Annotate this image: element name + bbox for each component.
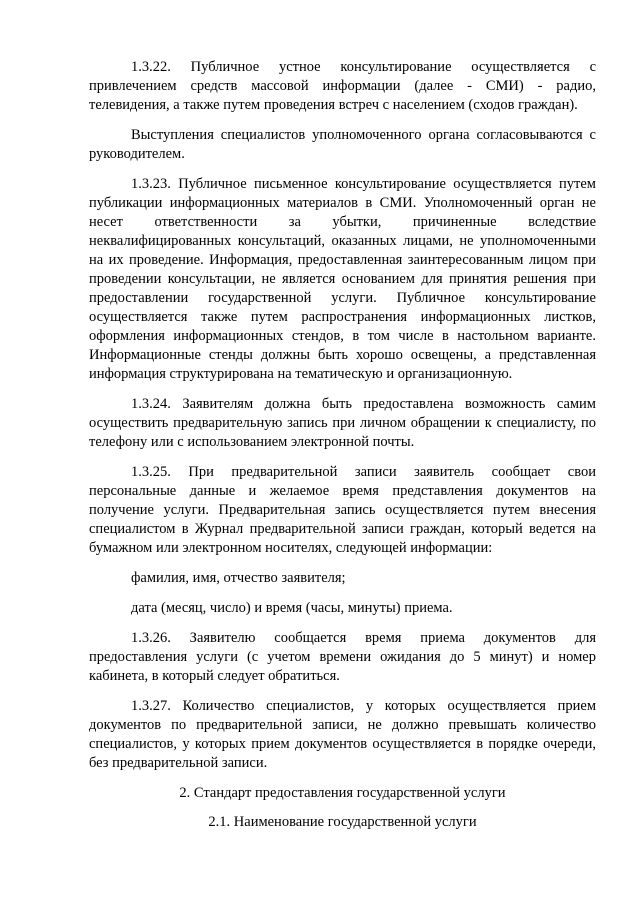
section-heading: 2. Стандарт предоставления государственной услуги	[179, 785, 506, 801]
paragraph-1-3-26: 1.3.26. Заявителю сообщается время приема документов для предоставления услуги (с учетом времени ожидания до 5 минут) и номер кабинета, в который следует обратиться.	[89, 630, 596, 684]
paragraph-1-3-27: 1.3.27. Количество специалистов, у которых осуществляется прием документов по предварительной записи, не должно превышать количество специалистов, у которых прием документов осуществляется в порядке очереди, без предварительной записи.	[89, 698, 596, 771]
paragraph-speeches-approval: Выступления специалистов уполномоченного органа согласовываются с руководителем.	[89, 127, 596, 162]
paragraph-1-3-24: 1.3.24. Заявителям должна быть предоставлена возможность самим осуществить предварительную запись при личном обращении к специалисту, по телефону или с использованием электронной почты.	[89, 396, 596, 450]
paragraph-1-3-25: 1.3.25. При предварительной записи заявитель сообщает свои персональные данные и желаемое время представления документов на получение услуги. Предварительная запись осуществляется путем внесения специалистом в Журнал предварительной записи граждан, который ведется на бумажном или электронном носителях, следующей информации:	[89, 464, 596, 556]
paragraph-1-3-23: 1.3.23. Публичное письменное консультирование осуществляется путем публикации информационных материалов в СМИ. Уполномоченный орган не несет ответственности за убытки, причиненные вследствие неквалифицированных консультаций, оказанных лицами, не уполномоченными на их проведение. Информация, предоставленная заинтересованным лицом при проведении консультации, не является основанием для принятия решения при предоставлении государственной услуги. Публичное консультирование осуществляется также путем распространения информационных листков, оформления информационных стендов, в том числе в настольном варианте. Информационные стенды должны быть хорошо освещены, а представленная информация структурирована на тематическую и организационную.	[89, 176, 596, 382]
list-item-date-time: дата (месяц, число) и время (часы, минуты) приема.	[131, 600, 453, 616]
paragraph-1-3-22: 1.3.22. Публичное устное консультирование осуществляется с привлечением средств массовой информации (далее - СМИ) - радио, телевидения, а также путем проведения встреч с населением (сходов граждан).	[89, 59, 596, 113]
subsection-heading: 2.1. Наименование государственной услуги	[208, 814, 477, 830]
list-item-full-name: фамилия, имя, отчество заявителя;	[131, 570, 346, 586]
document-body	[89, 58, 596, 832]
